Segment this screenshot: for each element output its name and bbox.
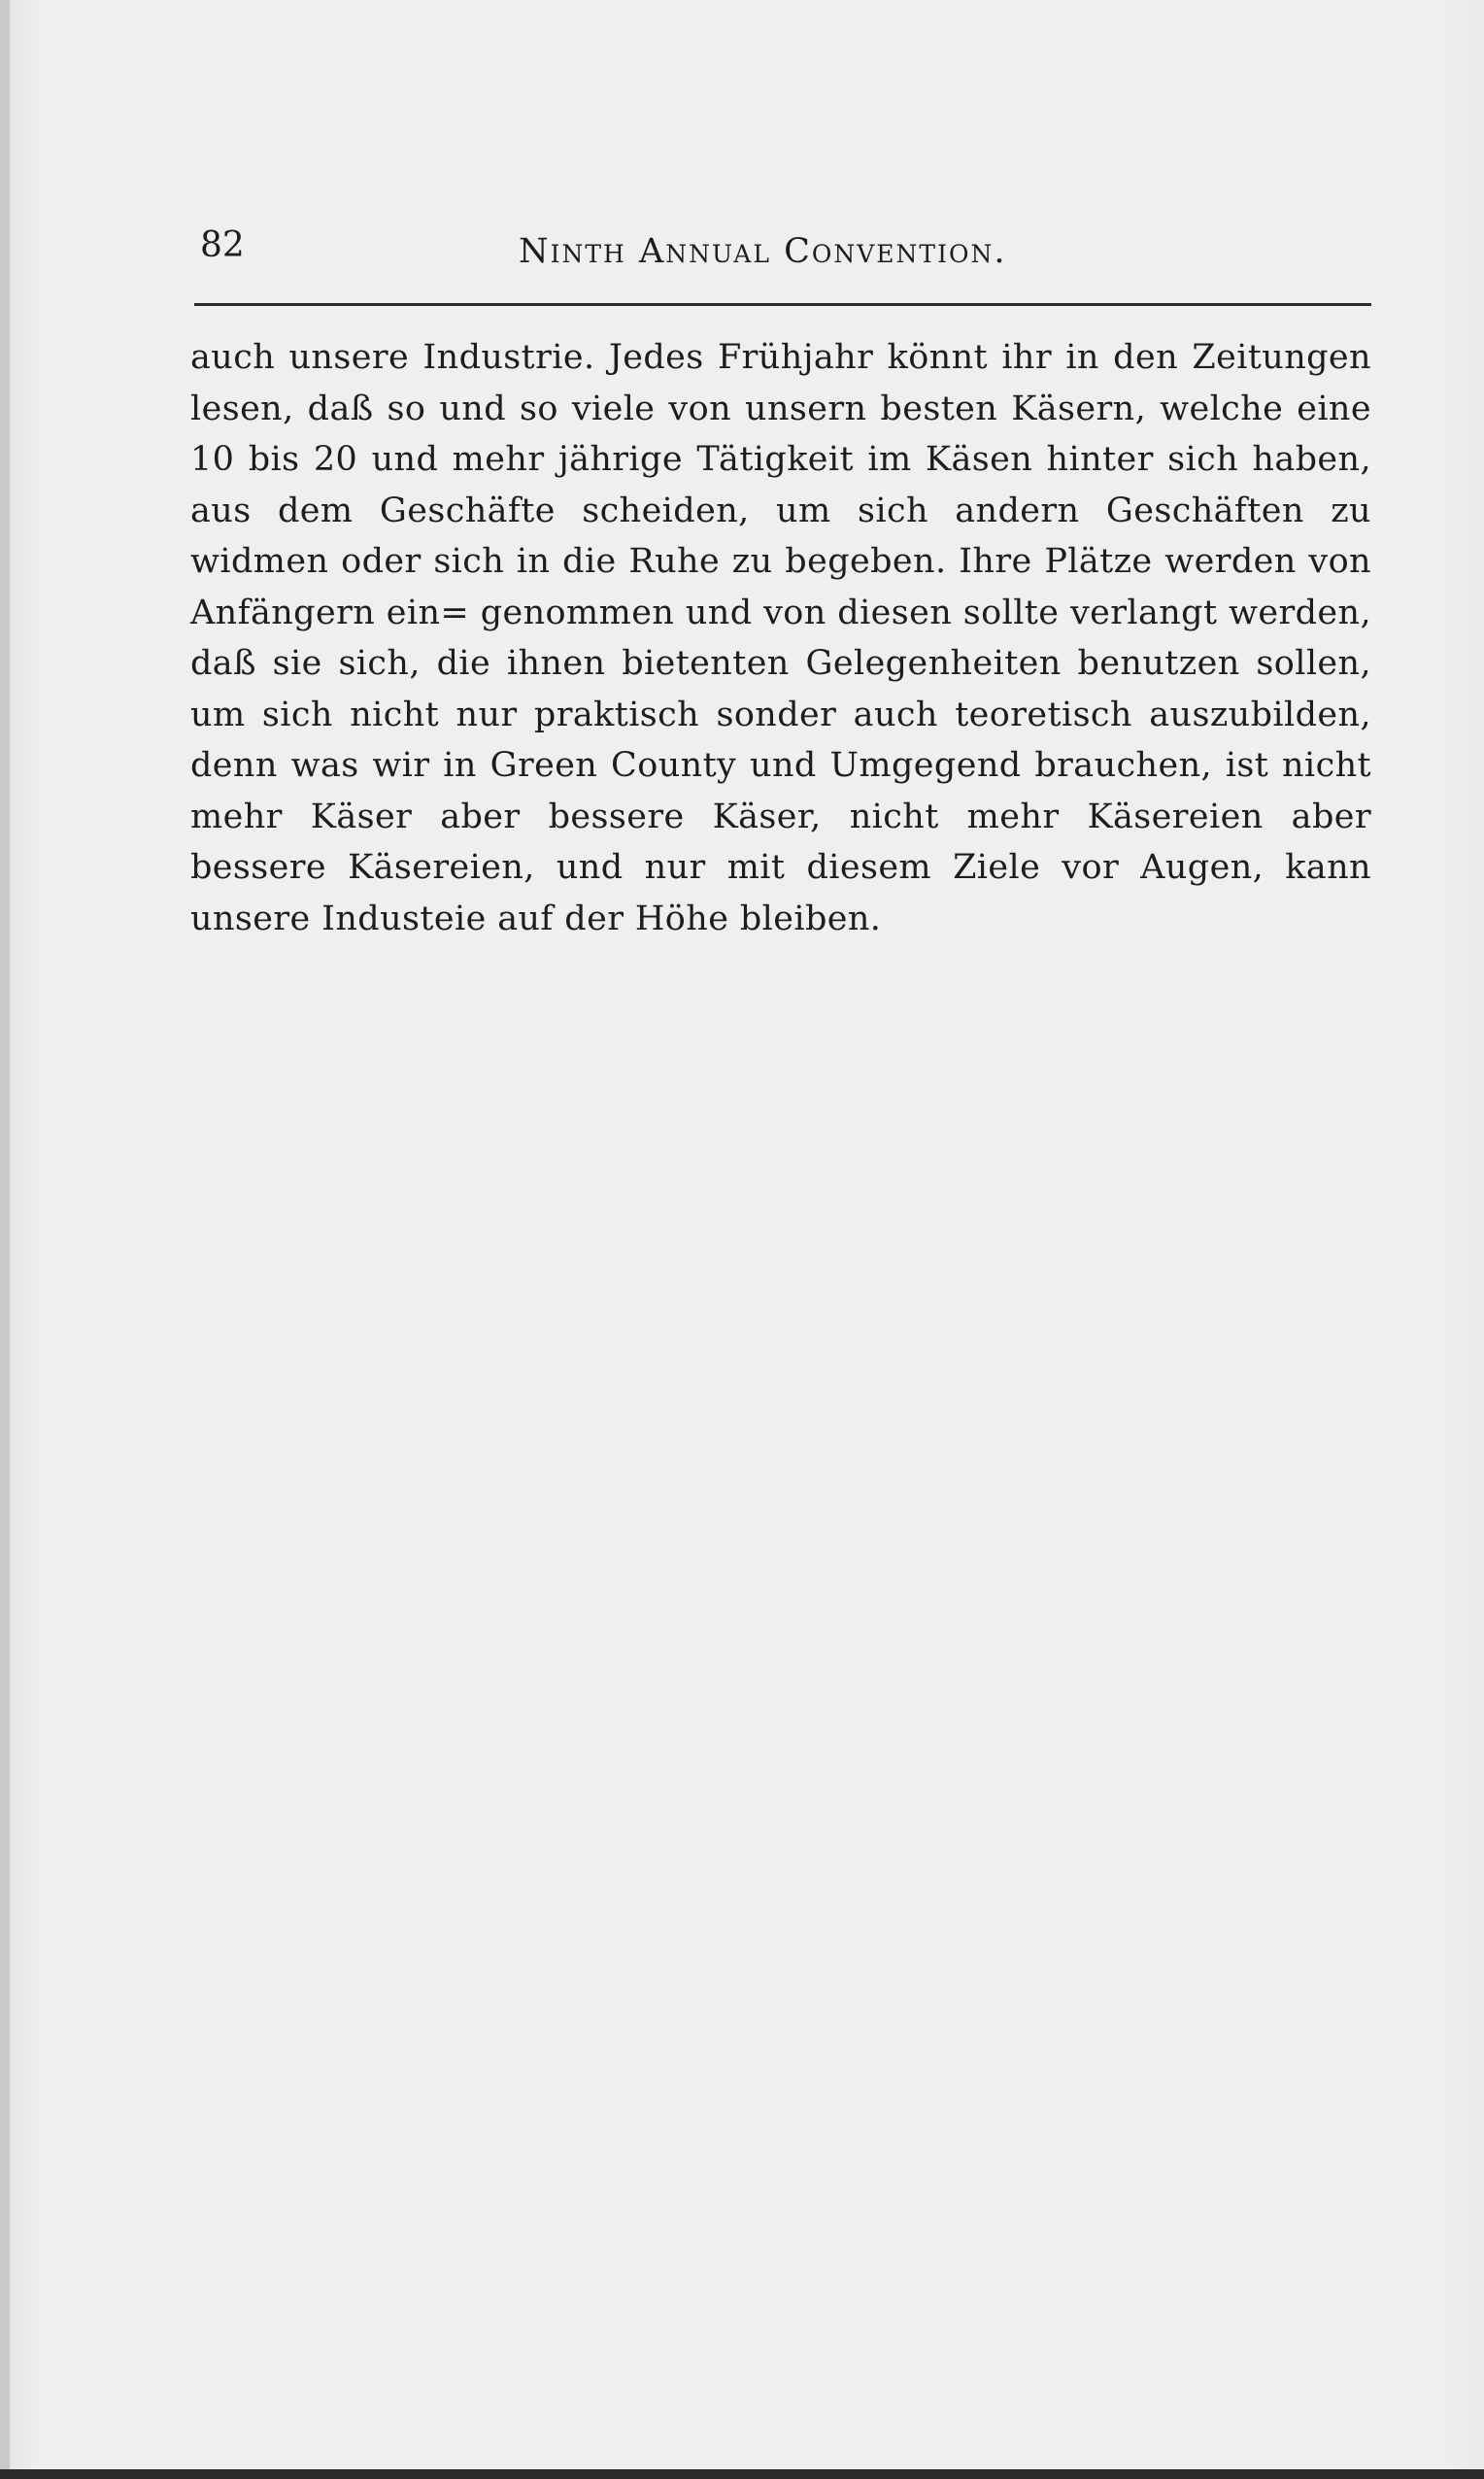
header-rule bbox=[194, 303, 1371, 306]
page-left-edge bbox=[0, 0, 10, 2479]
page-bottom-edge bbox=[0, 2469, 1484, 2479]
running-head: Ninth Annual Convention. bbox=[519, 232, 1007, 271]
page-number: 82 bbox=[200, 225, 245, 265]
page-header bbox=[194, 221, 1371, 289]
body-paragraph: auch unsere Industrie. Jedes Frühjahr könnt ihr in den Zeitungen lesen, daß so und so viele von unsern besten Käsern, welche eine 10 bis 20 und mehr jährige Tätigkeit im Käsen hinter sich haben, aus dem Geschäfte scheiden, um sich andern Geschäften zu widmen oder sich in die Ruhe zu begeben. Ihre Plätze werden von Anfängern ein= genommen und von diesen sollte verlangt werden, daß sie sich, die ihnen bietenten Gelegenheiten benutzen sollen, um sich nicht nur praktisch sonder auch teoretisch auszubilden, denn was wir in Green County und Umgegend brauchen, ist nicht mehr Käser aber bessere Käser, nicht mehr Käsereien aber bessere Käsereien, und nur mit diesem Ziele vor Augen, kann unsere Industeie auf der Höhe bleiben. bbox=[190, 338, 1371, 938]
